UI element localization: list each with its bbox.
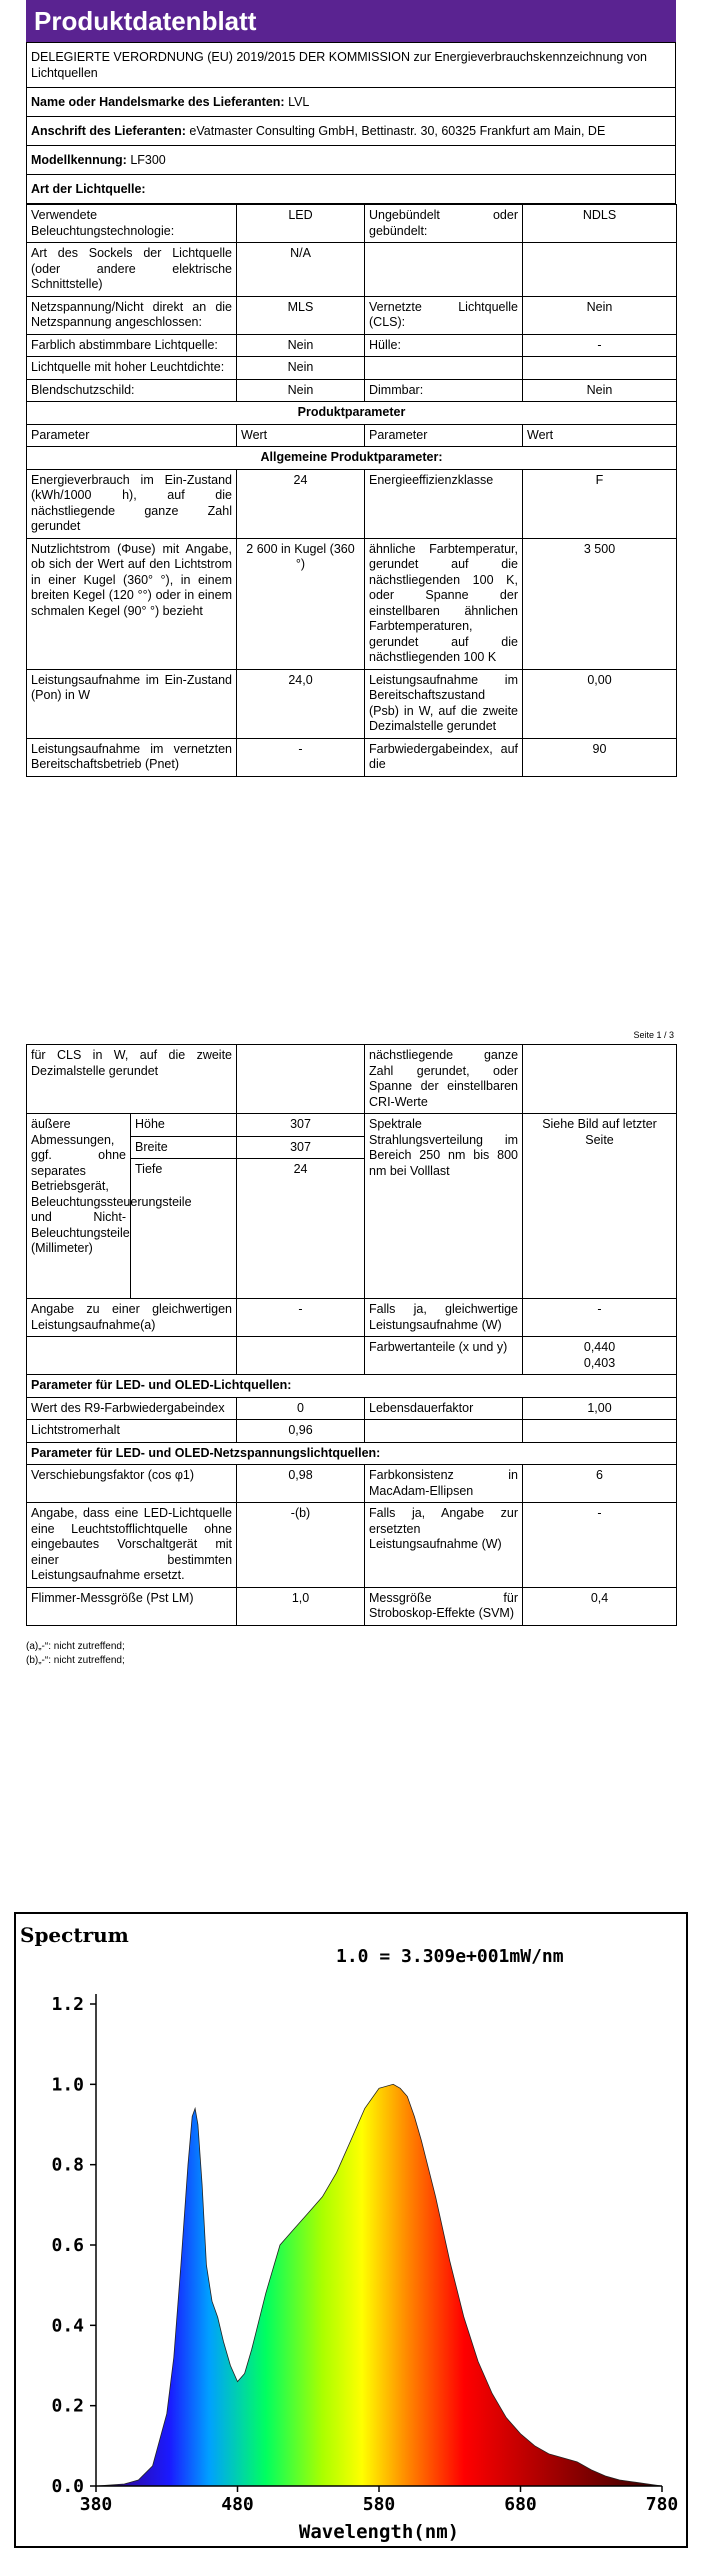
general-param-label: Energieverbrauch im Ein-Zustand (kWh/1000 h), auf die nächstliegende ganze Zahl gerundet <box>27 469 237 538</box>
type-row-param-2 <box>365 357 523 380</box>
mains-param-value: -(b) <box>237 1503 365 1588</box>
type-row-value: Nein <box>237 379 365 402</box>
spectral-distribution-value: Siehe Bild auf letzter Seite <box>523 1114 677 1299</box>
general-param-label: Leistungsaufnahme im Ein-Zustand (Pon) in W <box>27 669 237 738</box>
general-param-value-2: 3 500 <box>523 538 677 669</box>
mains-param-label: Angabe, dass eine LED-Lichtquelle eine Leuchtstofflichtquelle ohne eingebautes Vorschaltgerät mit einer bestimmten Leistungsaufnahme ersetzt. <box>27 1503 237 1588</box>
led-param-value: 0 <box>237 1397 365 1420</box>
product-params-title-row <box>27 402 677 425</box>
type-row <box>27 357 677 380</box>
dim-height-label: Höhe <box>131 1114 237 1137</box>
type-row-param: Art des Sockels der Lichtquelle (oder andere elektrische Schnittstelle) <box>27 243 237 297</box>
general-params-title: Allgemeine Produktparameter: <box>27 447 677 470</box>
type-row <box>27 205 677 243</box>
supplier-name-row <box>26 88 676 117</box>
mains-param-label-2: Falls ja, Angabe zur ersetzten Leistungsaufnahme (W) <box>365 1503 523 1588</box>
equivalent-power-watt-label: Falls ja, gleichwertige Leistungsaufnahme (W) <box>365 1299 523 1337</box>
general-param-row <box>27 669 677 738</box>
y-tick-label: 0.0 <box>51 2476 84 2497</box>
type-row-value: LED <box>237 205 365 243</box>
document-title: Produktdatenblatt <box>26 0 676 42</box>
general-param-value: 24 <box>237 469 365 538</box>
param-header-right: Parameter <box>365 424 523 447</box>
type-row-param: Blendschutzschild: <box>27 379 237 402</box>
y-tick-label: 1.0 <box>51 2074 84 2096</box>
mains-param-value: 1,0 <box>237 1587 365 1625</box>
mains-param-row <box>27 1465 677 1503</box>
equivalent-power-watt-value: - <box>523 1299 677 1337</box>
mains-param-label: Verschiebungsfaktor (cos φ1) <box>27 1465 237 1503</box>
general-param-value: 24,0 <box>237 669 365 738</box>
y-tick-label: 0.6 <box>51 2235 84 2256</box>
type-row <box>27 379 677 402</box>
general-param-value-2: F <box>523 469 677 538</box>
general-params-title-row <box>27 447 677 470</box>
mains-param-row <box>27 1503 677 1588</box>
y-tick-label: 1.2 <box>51 1994 84 2015</box>
type-row-value-2 <box>523 357 677 380</box>
mains-param-label-2: Messgröße für Stroboskop-Effekte (SVM) <box>365 1587 523 1625</box>
type-row-param-2: Dimmbar: <box>365 379 523 402</box>
led-param-row <box>27 1397 677 1420</box>
chromaticity-empty-2 <box>237 1337 365 1375</box>
y-tick-label: 0.4 <box>51 2315 84 2337</box>
mains-params-title: Parameter für LED- und OLED-Netzspannungslichtquellen: <box>27 1442 677 1465</box>
chromaticity-x: 0,440 <box>583 1340 616 1354</box>
continuation-empty <box>237 1045 365 1114</box>
chromaticity-label: Farbwertanteile (x und y) <box>365 1337 523 1375</box>
spectrum-chart-svg <box>16 1914 686 2546</box>
value-header-left: Wert <box>237 424 365 447</box>
led-param-row <box>27 1420 677 1443</box>
mains-params-title-row <box>27 1442 677 1465</box>
x-axis-label: Wavelength(nm) <box>298 2521 460 2543</box>
chromaticity-row <box>27 1337 677 1375</box>
dim-width-label: Breite <box>131 1136 237 1159</box>
type-row-value-2: Nein <box>523 379 677 402</box>
led-param-label-2: Lebensdauerfaktor <box>365 1397 523 1420</box>
general-param-value: - <box>237 738 365 776</box>
mains-param-value: 0,98 <box>237 1465 365 1503</box>
type-row-value: MLS <box>237 296 365 334</box>
product-params-title: Produktparameter <box>27 402 677 425</box>
footnote-b: (b)„-“: nicht zutreffend; <box>26 1654 125 1666</box>
type-row-param: Farblich abstimmbare Lichtquelle: <box>27 334 237 357</box>
general-param-label: Leistungsaufnahme im vernetzten Bereitschaftsbetrieb (Pnet) <box>27 738 237 776</box>
dimensions-row <box>27 1114 677 1137</box>
type-row <box>27 334 677 357</box>
model-row <box>26 146 676 175</box>
type-row-param: Lichtquelle mit hoher Leuchtdichte: <box>27 357 237 380</box>
param-header-left: Parameter <box>27 424 237 447</box>
supplier-name-label: Name oder Handelsmarke des Lieferanten: <box>31 95 285 109</box>
type-row-value: N/A <box>237 243 365 297</box>
x-tick-label: 780 <box>645 2494 679 2515</box>
continuation-empty-2 <box>523 1045 677 1114</box>
mains-param-value-2: 0,4 <box>523 1587 677 1625</box>
led-param-label: Lichtstromerhalt <box>27 1420 237 1443</box>
mains-param-value-2: - <box>523 1503 677 1588</box>
value-header-right: Wert <box>523 424 677 447</box>
chromaticity-values <box>523 1337 677 1375</box>
continuation-right: nächstliegende ganze Zahl gerundet, oder Spanne der einstellbaren CRI-Werte <box>365 1045 523 1114</box>
dim-depth-label: Tiefe <box>131 1159 237 1299</box>
supplier-address-row <box>26 117 676 146</box>
equivalent-power-row <box>27 1299 677 1337</box>
light-source-type-table <box>26 204 677 777</box>
type-row-param-2 <box>365 243 523 297</box>
general-param-row <box>27 469 677 538</box>
footnote-a: (a)„-“: nicht zutreffend; <box>26 1640 125 1652</box>
type-row-value: Nein <box>237 357 365 380</box>
mains-param-value-2: 6 <box>523 1465 677 1503</box>
supplier-name-value: LVL <box>288 95 310 109</box>
spectrum-area <box>96 2084 662 2486</box>
spectrum-chart <box>14 1912 688 2548</box>
supplier-address-value: eVatmaster Consulting GmbH, Bettinastr. 30, 60325 Frankfurt am Main, DE <box>189 124 606 138</box>
chromaticity-empty <box>27 1337 237 1375</box>
y-tick-label: 0.2 <box>51 2395 84 2417</box>
dim-width-value: 307 <box>237 1136 365 1159</box>
led-params-title-row <box>27 1375 677 1398</box>
x-tick-label: 480 <box>221 2494 254 2515</box>
general-param-value-2: 90 <box>523 738 677 776</box>
light-source-type-heading: Art der Lichtquelle: <box>26 175 676 204</box>
general-param-label-2: Farbwiedergabeindex, auf die <box>365 738 523 776</box>
model-label: Modellkennung: <box>31 153 127 167</box>
led-param-value-2: 1,00 <box>523 1397 677 1420</box>
type-row-param-2: Ungebündelt oder gebündelt: <box>365 205 523 243</box>
type-row-value: Nein <box>237 334 365 357</box>
parameters-continued-table <box>26 1044 677 1626</box>
general-param-row <box>27 738 677 776</box>
dim-depth-value: 24 <box>237 1159 365 1299</box>
equivalent-power-label: Angabe zu einer gleichwertigen Leistungsaufnahme(a) <box>27 1299 237 1337</box>
type-row-param: Verwendete Beleuchtungstechnologie: <box>27 205 237 243</box>
mains-param-label: Flimmer-Messgröße (Pst LM) <box>27 1587 237 1625</box>
type-row-value-2: - <box>523 334 677 357</box>
y-tick-label: 0.8 <box>51 2154 84 2176</box>
general-param-label-2: Energieeffizienzklasse <box>365 469 523 538</box>
type-row-value-2: NDLS <box>523 205 677 243</box>
type-row <box>27 296 677 334</box>
led-param-label: Wert des R9-Farbwiedergabeindex <box>27 1397 237 1420</box>
dim-height-value: 307 <box>237 1114 365 1137</box>
footnotes <box>26 1640 676 1668</box>
led-param-label-2 <box>365 1420 523 1443</box>
supplier-address-label: Anschrift des Lieferanten: <box>31 124 186 138</box>
spectral-distribution-label: Spektrale Strahlungsverteilung im Bereich 250 nm bis 800 nm bei Volllast <box>365 1114 523 1299</box>
equivalent-power-value: - <box>237 1299 365 1337</box>
dimensions-label: äußere Abmessungen, ggf. ohne separates Betriebsgerät, Beleuchtungssteuerungsteile und Nicht-Beleuchtungsteile (Millimeter) <box>27 1114 131 1299</box>
general-param-row <box>27 538 677 669</box>
general-param-value: 2 600 in Kugel (360 °) <box>237 538 365 669</box>
continuation-left: für CLS in W, auf die zweite Dezimalstelle gerundet <box>27 1045 237 1114</box>
type-row-param-2: Hülle: <box>365 334 523 357</box>
regulation-text: DELEGIERTE VERORDNUNG (EU) 2019/2015 DER KOMMISSION zur Energieverbrauchskennzeichnung von Lichtquellen <box>26 42 676 88</box>
x-tick-label: 580 <box>362 2494 396 2515</box>
chart-title: Spectrum <box>20 1923 129 1947</box>
general-param-label-2: ähnliche Farbtemperatur, gerundet auf die nächstliegenden 100 K, oder Spanne der einstellbaren ähnlichen Farbtemperaturen, gerundet auf die nächstliegenden 100 K <box>365 538 523 669</box>
x-tick-label: 380 <box>79 2494 113 2515</box>
type-row-param: Netzspannung/Nicht direkt an die Netzspannung angeschlossen: <box>27 296 237 334</box>
led-param-value-2 <box>523 1420 677 1443</box>
mains-param-label-2: Farbkonsistenz in MacAdam-Ellipsen <box>365 1465 523 1503</box>
model-value: LF300 <box>130 153 166 167</box>
mains-param-row <box>27 1587 677 1625</box>
type-row <box>27 243 677 297</box>
chromaticity-y: 0,403 <box>583 1355 616 1370</box>
general-param-value-2: 0,00 <box>523 669 677 738</box>
continuation-row <box>27 1045 677 1114</box>
x-tick-label: 680 <box>504 2494 537 2515</box>
general-param-label-2: Leistungsaufnahme im Bereitschaftszustand (Psb) in W, auf die zweite Dezimalstelle gerundet <box>365 669 523 738</box>
led-param-value: 0,96 <box>237 1420 365 1443</box>
led-params-title: Parameter für LED- und OLED-Lichtquellen: <box>27 1375 677 1398</box>
param-header-row <box>27 424 677 447</box>
type-row-value-2 <box>523 243 677 297</box>
type-row-value-2: Nein <box>523 296 677 334</box>
page-number: Seite 1 / 3 <box>633 1030 674 1040</box>
general-param-label: Nutzlichtstrom (Φuse) mit Angabe, ob sich der Wert auf den Lichtstrom in einer Kugel (360° °), in einem breiten Kegel (120 °°) oder in einem schmalen Kegel (90° °) bezieht <box>27 538 237 669</box>
type-row-param-2: Vernetzte Lichtquelle (CLS): <box>365 296 523 334</box>
chart-annotation: 1.0 = 3.309e+001mW/nm <box>336 1946 564 1967</box>
